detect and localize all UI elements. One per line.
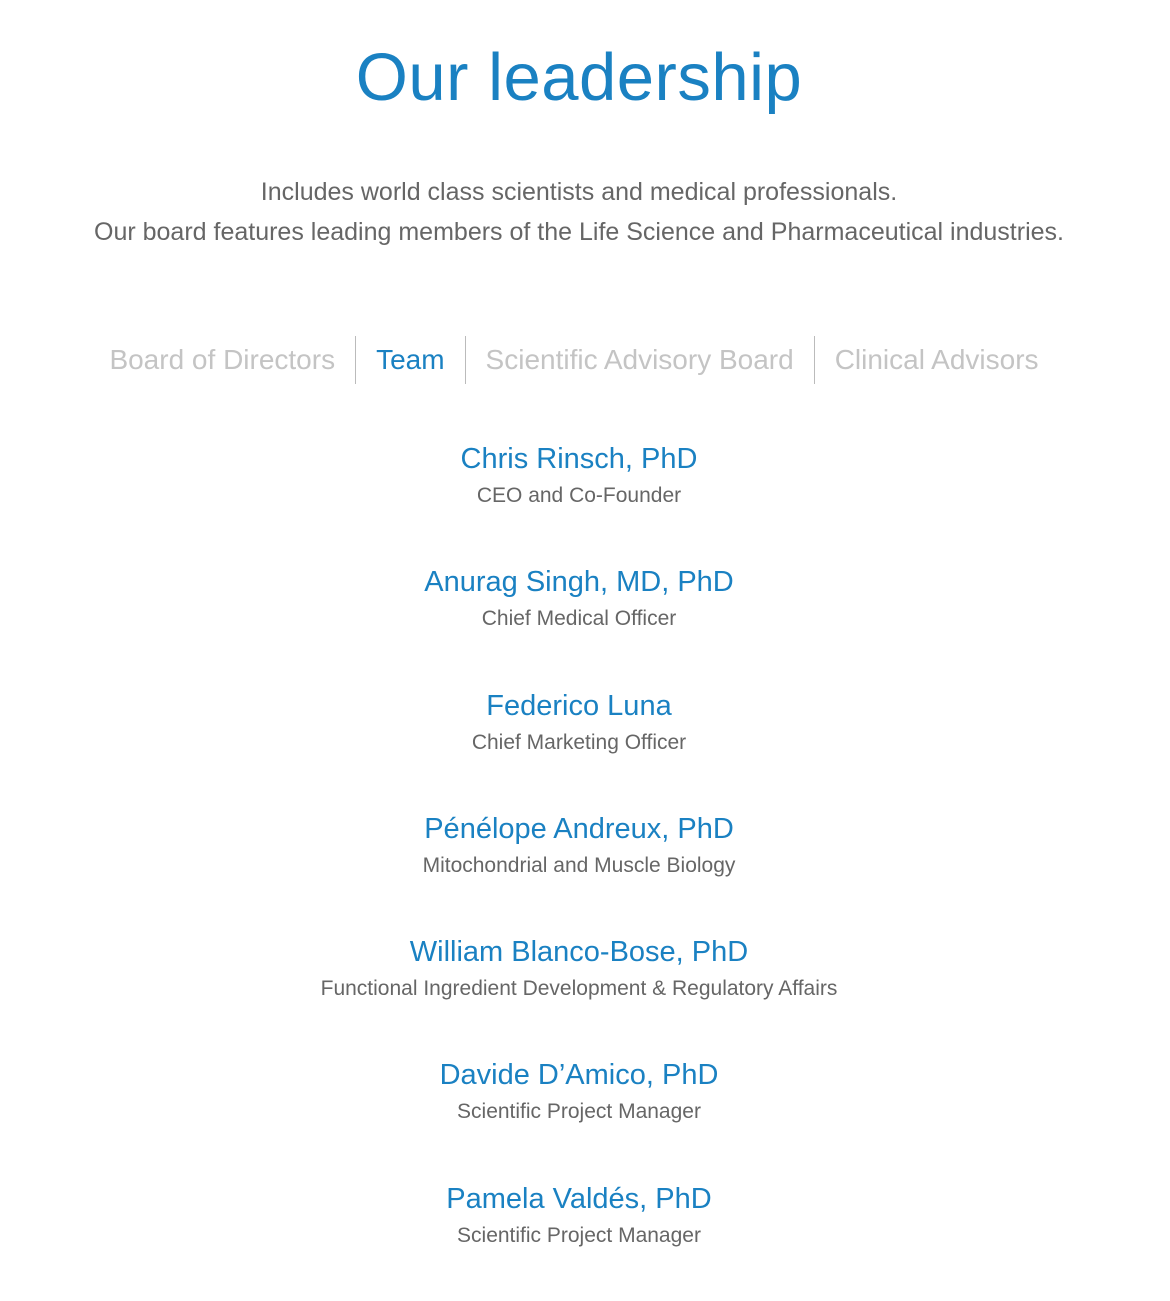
tab-board-of-directors[interactable]: Board of Directors [109, 344, 336, 375]
tab-clinical-advisors[interactable]: Clinical Advisors [814, 336, 1059, 384]
team-member [0, 685, 1158, 808]
member-role: Functional Ingredient Development & Regulatory Affairs [320, 977, 838, 1001]
intro-text [0, 172, 1158, 252]
tab-scientific-advisory-board[interactable]: Scientific Advisory Board [465, 336, 814, 384]
member-role: Mitochondrial and Muscle Biology [422, 853, 736, 877]
leadership-tabs [0, 336, 1148, 384]
member-role: Scientific Project Manager [457, 1223, 701, 1247]
member-name[interactable]: William Blanco-Bose, PhD [409, 936, 749, 969]
team-list [0, 438, 1158, 1301]
member-role: Chief Marketing Officer [471, 730, 687, 754]
team-member [0, 438, 1158, 561]
team-member [0, 1178, 1158, 1301]
member-role: Scientific Project Manager [457, 1100, 701, 1124]
intro-line-1: Includes world class scientists and medical professionals. [260, 178, 898, 206]
page-title: Our leadership [355, 40, 803, 115]
tab-team[interactable]: Team [355, 336, 464, 384]
team-member [0, 1054, 1158, 1177]
member-name[interactable]: Pamela Valdés, PhD [446, 1182, 712, 1215]
member-role: CEO and Co-Founder [476, 484, 682, 507]
member-name[interactable]: Chris Rinsch, PhD [460, 443, 698, 475]
member-name[interactable]: Davide D’Amico, PhD [439, 1059, 719, 1092]
team-member [0, 931, 1158, 1054]
member-role: Chief Medical Officer [481, 607, 677, 631]
intro-line-2: Our board features leading members of the Life Science and Pharmaceutical industries. [94, 218, 1064, 246]
team-member [0, 561, 1158, 684]
team-member [0, 808, 1158, 931]
member-name[interactable]: Pénélope Andreux, PhD [424, 812, 734, 845]
member-name[interactable]: Anurag Singh, MD, PhD [424, 566, 734, 599]
member-name[interactable]: Federico Luna [486, 689, 672, 722]
